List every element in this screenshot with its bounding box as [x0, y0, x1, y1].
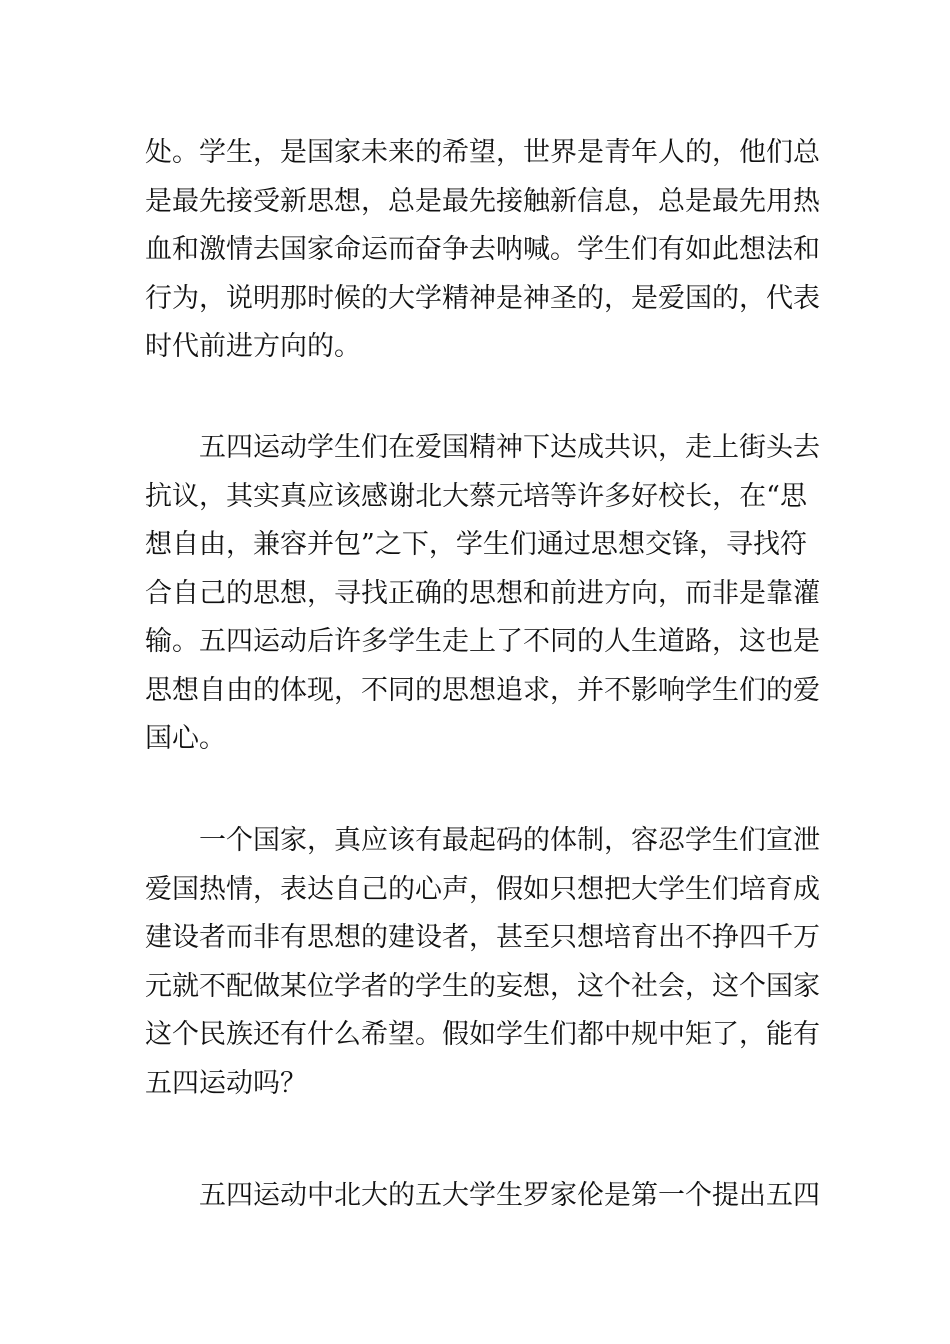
text-line: 时代前进方向的。 [145, 331, 361, 362]
paragraph-1 [145, 129, 820, 372]
text-line: 这个民族还有什么希望。假如学生们都中规中矩了，能有 [145, 1019, 820, 1050]
text-line: 想自由，兼容并包”之下，学生们通过思想交锋，寻找符 [145, 529, 807, 560]
text-line: 合自己的思想，寻找正确的思想和前进方向，而非是靠灌 [145, 577, 820, 609]
text-line: 国心。 [145, 723, 226, 754]
text-line: 是最先接受新思想，总是最先接触新信息，总是最先用热 [145, 185, 820, 217]
paragraph-3 [145, 817, 820, 1108]
text-line: 五四运动中北大的五大学生罗家伦是第一个提出五四 [199, 1180, 820, 1211]
paragraph-4 [145, 1172, 820, 1221]
text-line: 处。学生，是国家未来的希望，世界是青年人的，他们总 [145, 137, 820, 168]
text-line: 一个国家，真应该有最起码的体制，容忍学生们宣泄 [199, 825, 820, 856]
text-line: 五四运动吗？ [145, 1067, 307, 1099]
text-line: 输。五四运动后许多学生走上了不同的人生道路，这也是 [145, 626, 820, 657]
text-line: 爱国热情，表达自己的心声，假如只想把大学生们培育成 [145, 873, 820, 905]
text-line: 血和激情去国家命运而奋争去呐喊。学生们有如此想法和 [145, 234, 820, 265]
paragraph-2 [145, 424, 820, 764]
text-line: 行为，说明那时候的大学精神是神圣的，是爱国的，代表 [145, 282, 820, 314]
text-line: 建设者而非有思想的建设者，甚至只想培育出不挣四千万 [145, 922, 820, 953]
text-line: 思想自由的体现，不同的思想追求，并不影响学生们的爱 [145, 674, 820, 706]
text-line: 抗议，其实真应该感谢北大蔡元培等许多好校长，在“思 [145, 480, 807, 512]
text-line: 五四运动学生们在爱国精神下达成共识，走上街头去 [199, 432, 820, 463]
text-line: 元就不配做某位学者的学生的妄想，这个社会，这个国家 [145, 970, 820, 1002]
